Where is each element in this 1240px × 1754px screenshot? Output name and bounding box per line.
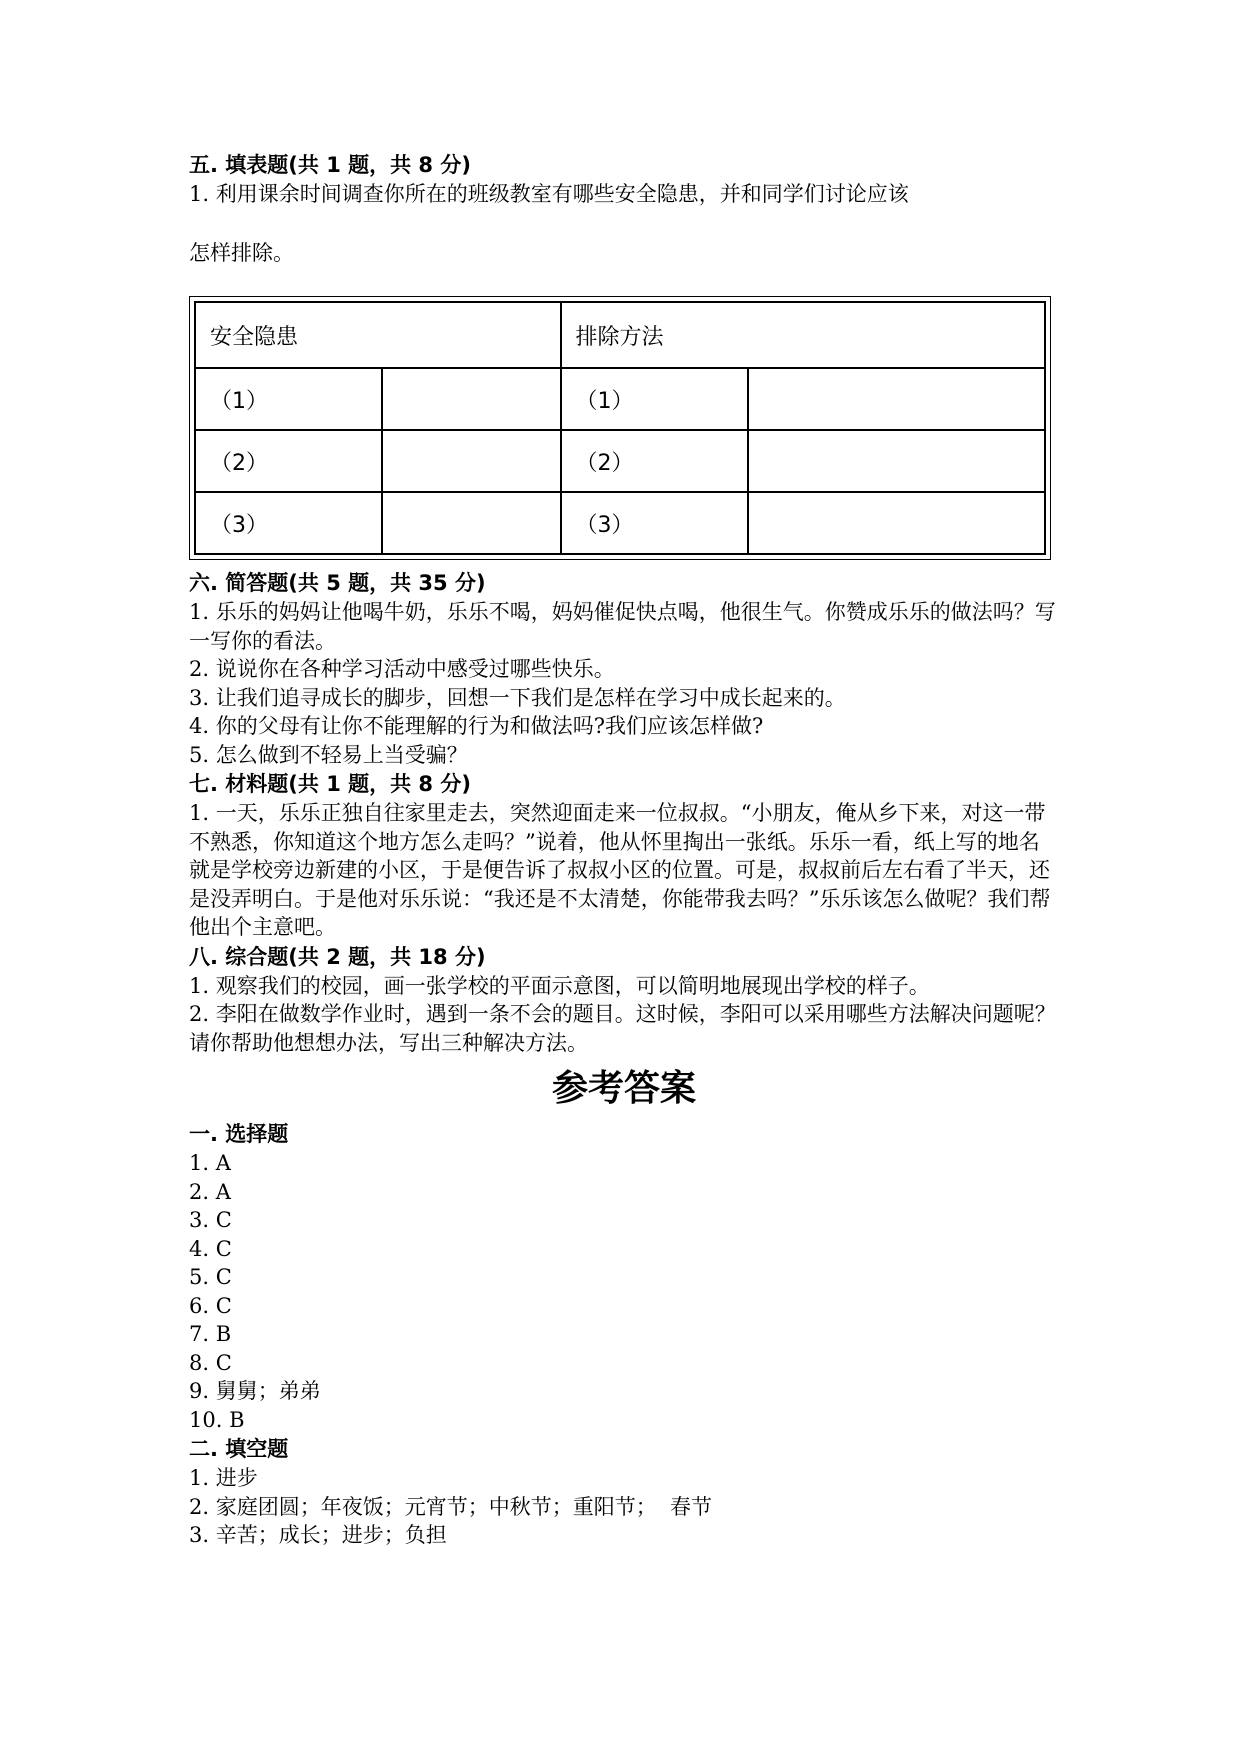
- table-header-row: [195, 302, 1045, 368]
- answer-item: 7. B: [189, 1322, 232, 1346]
- method-blank-cell[interactable]: [748, 430, 1046, 492]
- method-label: （2）: [561, 430, 748, 492]
- section-8-question-1: 1. 观察我们的校园，画一张学校的平面示意图，可以简明地展现出学校的样子。: [189, 973, 930, 998]
- answer-item: 3. 辛苦；成长；进步；负担: [189, 1523, 447, 1547]
- section-6-question-5: 5. 怎么做到不轻易上当受骗？: [189, 742, 468, 767]
- method-label: （1）: [561, 368, 748, 430]
- section-7-question-1: 1. 一天，乐乐正独自往家里走去，突然迎面走来一位叔叔。“小朋友，俺从乡下来，对这一带不熟悉，你知道这个地方怎么走吗？”说着，他从怀里掏出一张纸。乐乐一看，纸上写的地名就是学校旁边新建的小区，于是便告诉了叔叔小区的位置。可是，叔叔前后左右看了半天，还是没弄明白。于是他对乐乐说：“我还是不太清楚，你能带我去吗？”乐乐该怎么做呢？我们帮他出个主意吧。: [189, 801, 1051, 939]
- section-6-question-1: 1. 乐乐的妈妈让他喝牛奶，乐乐不喝，妈妈催促快点喝，他很生气。你赞成乐乐的做法吗？写一写你的看法。: [189, 600, 1056, 653]
- section-5-question-1-line-2: 怎样排除。: [189, 240, 294, 265]
- hazard-blank-cell[interactable]: [382, 368, 561, 430]
- answer-item: 1. A: [189, 1151, 231, 1175]
- hazard-blank-cell[interactable]: [382, 430, 561, 492]
- answers-part-1-heading: 一. 选择题: [189, 1122, 289, 1146]
- answer-item: 4. C: [189, 1236, 232, 1261]
- header-safety-hazard: 安全隐患: [195, 302, 561, 368]
- answer-item: 5. C: [189, 1265, 232, 1289]
- fill-table-frame: [189, 296, 1051, 560]
- fill-table: [194, 301, 1046, 555]
- table-row: [195, 492, 1045, 554]
- hazard-blank-cell[interactable]: [382, 492, 561, 554]
- answer-item: 6. C: [189, 1293, 232, 1318]
- section-5-heading: 五. 填表题(共 1 题，共 8 分): [189, 153, 471, 177]
- answer-item: 2. 家庭团圆；年夜饭；元宵节；中秋节；重阳节； 春节: [189, 1494, 713, 1519]
- section-6-question-2: 2. 说说你在各种学习活动中感受过哪些快乐。: [189, 657, 615, 681]
- method-blank-cell[interactable]: [748, 368, 1046, 430]
- document-page: [189, 150, 1059, 1550]
- method-label: （3）: [561, 492, 748, 554]
- section-6-question-3: 3. 让我们追寻成长的脚步，回想一下我们是怎样在学习中成长起来的。: [189, 685, 846, 710]
- section-6-heading: 六. 简答题(共 5 题，共 35 分): [189, 571, 486, 595]
- hazard-label: （1）: [195, 368, 382, 430]
- method-blank-cell[interactable]: [748, 492, 1046, 554]
- section-8-heading: 八. 综合题(共 2 题，共 18 分): [189, 944, 486, 969]
- hazard-label: （3）: [195, 492, 382, 554]
- header-removal-method: 排除方法: [561, 302, 1046, 368]
- section-7-heading: 七. 材料题(共 1 题，共 8 分): [189, 772, 471, 796]
- table-row: [195, 430, 1045, 492]
- section-8-question-2: 2. 李阳在做数学作业时，遇到一条不会的题目。这时候，李阳可以采用哪些方法解决问题呢？请你帮助他想想办法，写出三种解决方法。: [189, 1002, 1056, 1055]
- hazard-label: （2）: [195, 430, 382, 492]
- answer-item: 3. C: [189, 1208, 232, 1232]
- answer-item: 9. 舅舅；弟弟: [189, 1379, 321, 1403]
- section-6-question-4: 4. 你的父母有让你不能理解的行为和做法吗?我们应该怎样做?: [189, 714, 764, 738]
- answer-item: 1. 进步: [189, 1466, 258, 1490]
- answer-key-title: 参考答案: [551, 1068, 696, 1109]
- answer-item: 2. A: [189, 1179, 231, 1204]
- section-5-question-1-line-1: 1. 利用课余时间调查你所在的班级教室有哪些安全隐患，并和同学们讨论应该: [189, 182, 909, 206]
- answer-item: 8. C: [189, 1350, 232, 1375]
- table-row: [195, 368, 1045, 430]
- answers-part-2-heading: 二. 填空题: [189, 1437, 289, 1461]
- answer-item: 10. B: [189, 1407, 245, 1432]
